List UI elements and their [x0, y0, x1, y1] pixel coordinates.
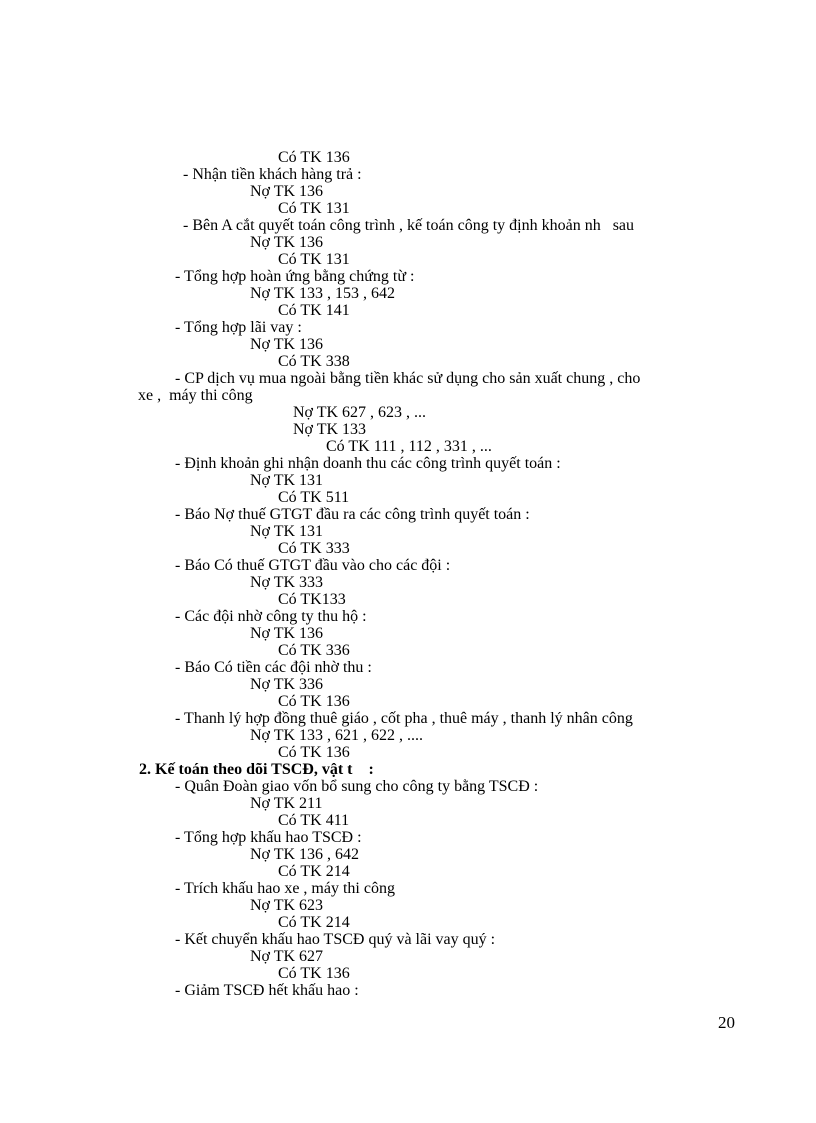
text-line: Nợ TK 136 , 642	[250, 846, 360, 863]
text-line: Có TK133	[278, 591, 346, 608]
text-line: - Báo Có thuế GTGT đầu vào cho các đội :	[175, 557, 451, 574]
text-line: Có TK 338	[278, 353, 350, 370]
text-line: Nợ TK 136	[250, 625, 324, 642]
text-line: Có TK 136	[278, 693, 350, 710]
text-line: Có TK 333	[278, 540, 350, 557]
text-line: Có TK 336	[278, 642, 350, 659]
text-line: - Quân Đoàn giao vốn bổ sung cho công ty bằng TSCĐ :	[175, 778, 539, 795]
text-line: - Tổng hợp lãi vay :	[175, 319, 302, 336]
text-line: Nợ TK 133 , 153 , 642	[250, 285, 396, 302]
section-heading: 2. Kế toán theo dõi TSCĐ, vật t :	[139, 761, 374, 778]
text-line: - Nhận tiền khách hàng trả :	[183, 166, 362, 183]
text-line: Nợ TK 136	[250, 234, 324, 251]
text-line: Nợ TK 627 , 623 , ...	[293, 404, 427, 421]
text-line: - Tổng hợp hoàn ứng bằng chứng từ :	[175, 268, 415, 285]
text-line: Nợ TK 627	[250, 948, 324, 965]
text-line: Có TK 214	[278, 863, 350, 880]
page-number: 20	[718, 1013, 735, 1032]
text-line: - CP dịch vụ mua ngoài bằng tiền khác sử dụng cho sản xuất chung , cho	[175, 370, 641, 387]
text-line: Có TK 131	[278, 251, 350, 268]
text-line: - Kết chuyển khấu hao TSCĐ quý và lãi vay quý :	[175, 931, 496, 948]
text-line: Nợ TK 136	[250, 183, 324, 200]
text-line: Nợ TK 131	[250, 523, 324, 540]
text-line: - Các đội nhờ công ty thu hộ :	[175, 608, 367, 625]
text-line: Có TK 111 , 112 , 331 , ...	[326, 438, 492, 455]
text-line: Nợ TK 133 , 621 , 622 , ....	[250, 727, 424, 744]
text-line: Có TK 136	[278, 744, 350, 761]
text-line: Có TK 214	[278, 914, 350, 931]
text-line: Nợ TK 623	[250, 897, 324, 914]
text-line: - Báo Có tiền các đội nhờ thu :	[175, 659, 372, 676]
text-line: Có TK 136	[278, 965, 350, 982]
text-line: Nợ TK 333	[250, 574, 324, 591]
text-line: - Định khoản ghi nhận doanh thu các công trình quyết toán :	[175, 455, 561, 472]
text-line: Nợ TK 336	[250, 676, 324, 693]
text-line: - Thanh lý hợp đồng thuê giáo , cốt pha , thuê máy , thanh lý nhân công	[175, 710, 633, 727]
text-line: - Bên A cắt quyết toán công trình , kế toán công ty định khoản nh sau	[183, 217, 635, 234]
text-line: - Giảm TSCĐ hết khấu hao :	[175, 982, 359, 999]
text-line: Nợ TK 136	[250, 336, 324, 353]
text-line: xe , máy thi công	[138, 387, 253, 404]
text-line: Nợ TK 131	[250, 472, 324, 489]
text-line: - Báo Nợ thuế GTGT đầu ra các công trình quyết toán :	[175, 506, 530, 523]
text-line: Nợ TK 211	[250, 795, 323, 812]
text-line: Có TK 141	[278, 302, 350, 319]
text-line: Có TK 131	[278, 200, 350, 217]
text-line: - Trích khấu hao xe , máy thi công	[175, 880, 395, 897]
text-line: Có TK 511	[278, 489, 350, 506]
text-line: Có TK 136	[278, 149, 350, 166]
text-line: Có TK 411	[278, 812, 350, 829]
text-line: - Tổng hợp khấu hao TSCĐ :	[175, 829, 362, 846]
text-line: Nợ TK 133	[293, 421, 367, 438]
